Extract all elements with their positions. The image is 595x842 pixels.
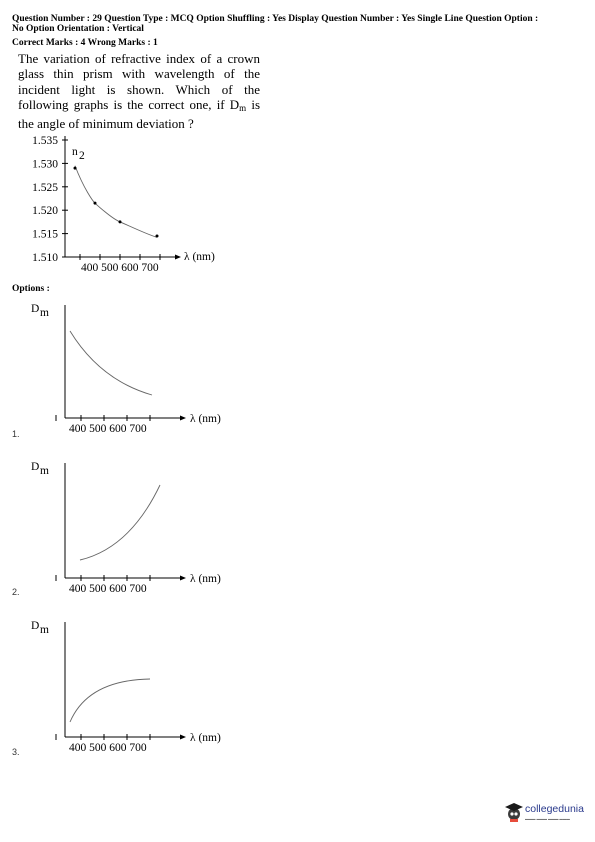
option-number-2[interactable]: 2. — [12, 587, 20, 597]
x-axis-arrow — [180, 416, 186, 421]
x-tick-labels: 400 500 600 700 — [69, 583, 147, 595]
options-label: Options : — [12, 284, 50, 294]
y-tick-label: 1.515 — [32, 228, 58, 241]
x-tick-labels: 400 500 600 700 — [69, 423, 147, 435]
y-tick-label: 1.525 — [32, 181, 58, 194]
y-axis-label-sub: m — [40, 624, 49, 636]
y-axis-label: D — [31, 303, 40, 315]
y-axis-label: D — [31, 461, 40, 473]
option-graph-1 — [31, 303, 221, 435]
x-tick-labels: 400 500 600 700 — [81, 262, 159, 274]
logo-wordmark: collegedunia — [525, 803, 584, 815]
y-axis-label-sub: 2 — [79, 150, 85, 162]
question-text-sub: m — [239, 102, 247, 113]
option-number-3[interactable]: 3. — [12, 747, 20, 757]
option-curve — [80, 485, 160, 560]
question-text-main: The variation of refractive index of a crown glass thin prism with wavelength of the incident light is shown. Which of the following graphs is the correct one, if D — [18, 51, 260, 112]
x-axis-label: λ (nm) — [190, 413, 221, 425]
y-axis-label-sub: m — [40, 307, 49, 319]
question-text-end: is the angle of minimum deviation ? — [18, 96, 260, 132]
logo-tagline: ▬▬▬ ▬▬▬ ▬▬▬ ▬▬▬ — [525, 817, 570, 821]
option-graph-2 — [31, 461, 221, 595]
y-axis-label: D — [31, 620, 40, 632]
x-axis-label: λ (nm) — [184, 251, 215, 263]
x-tick-labels: 400 500 600 700 — [69, 742, 147, 754]
y-axis-label-sub: m — [40, 465, 49, 477]
option-number-1[interactable]: 1. — [12, 429, 20, 439]
option-curve — [70, 331, 152, 395]
graduation-cap-icon — [505, 800, 523, 824]
x-axis-label: λ (nm) — [190, 732, 221, 744]
y-tick-label: 1.530 — [32, 158, 58, 171]
collegedunia-logo — [505, 800, 593, 830]
option-curve — [70, 679, 150, 722]
option-graph-3 — [31, 620, 221, 754]
y-tick-label: 1.535 — [32, 135, 58, 147]
question-meta-line-2: No Option Orientation : Vertical — [12, 24, 144, 34]
question-meta-line-1: Question Number : 29 Question Type : MCQ Option Shuffling : Yes Display Question Number : Yes Single Line Question Option : — [12, 14, 539, 24]
y-tick-label: 1.510 — [32, 252, 58, 264]
y-axis-label: n — [72, 146, 78, 158]
x-axis-label: λ (nm) — [190, 573, 221, 585]
x-axis-arrow — [180, 735, 186, 740]
marks-line: Correct Marks : 4 Wrong Marks : 1 — [12, 38, 158, 48]
x-axis-arrow — [180, 576, 186, 581]
y-tick-label: 1.520 — [32, 205, 58, 218]
